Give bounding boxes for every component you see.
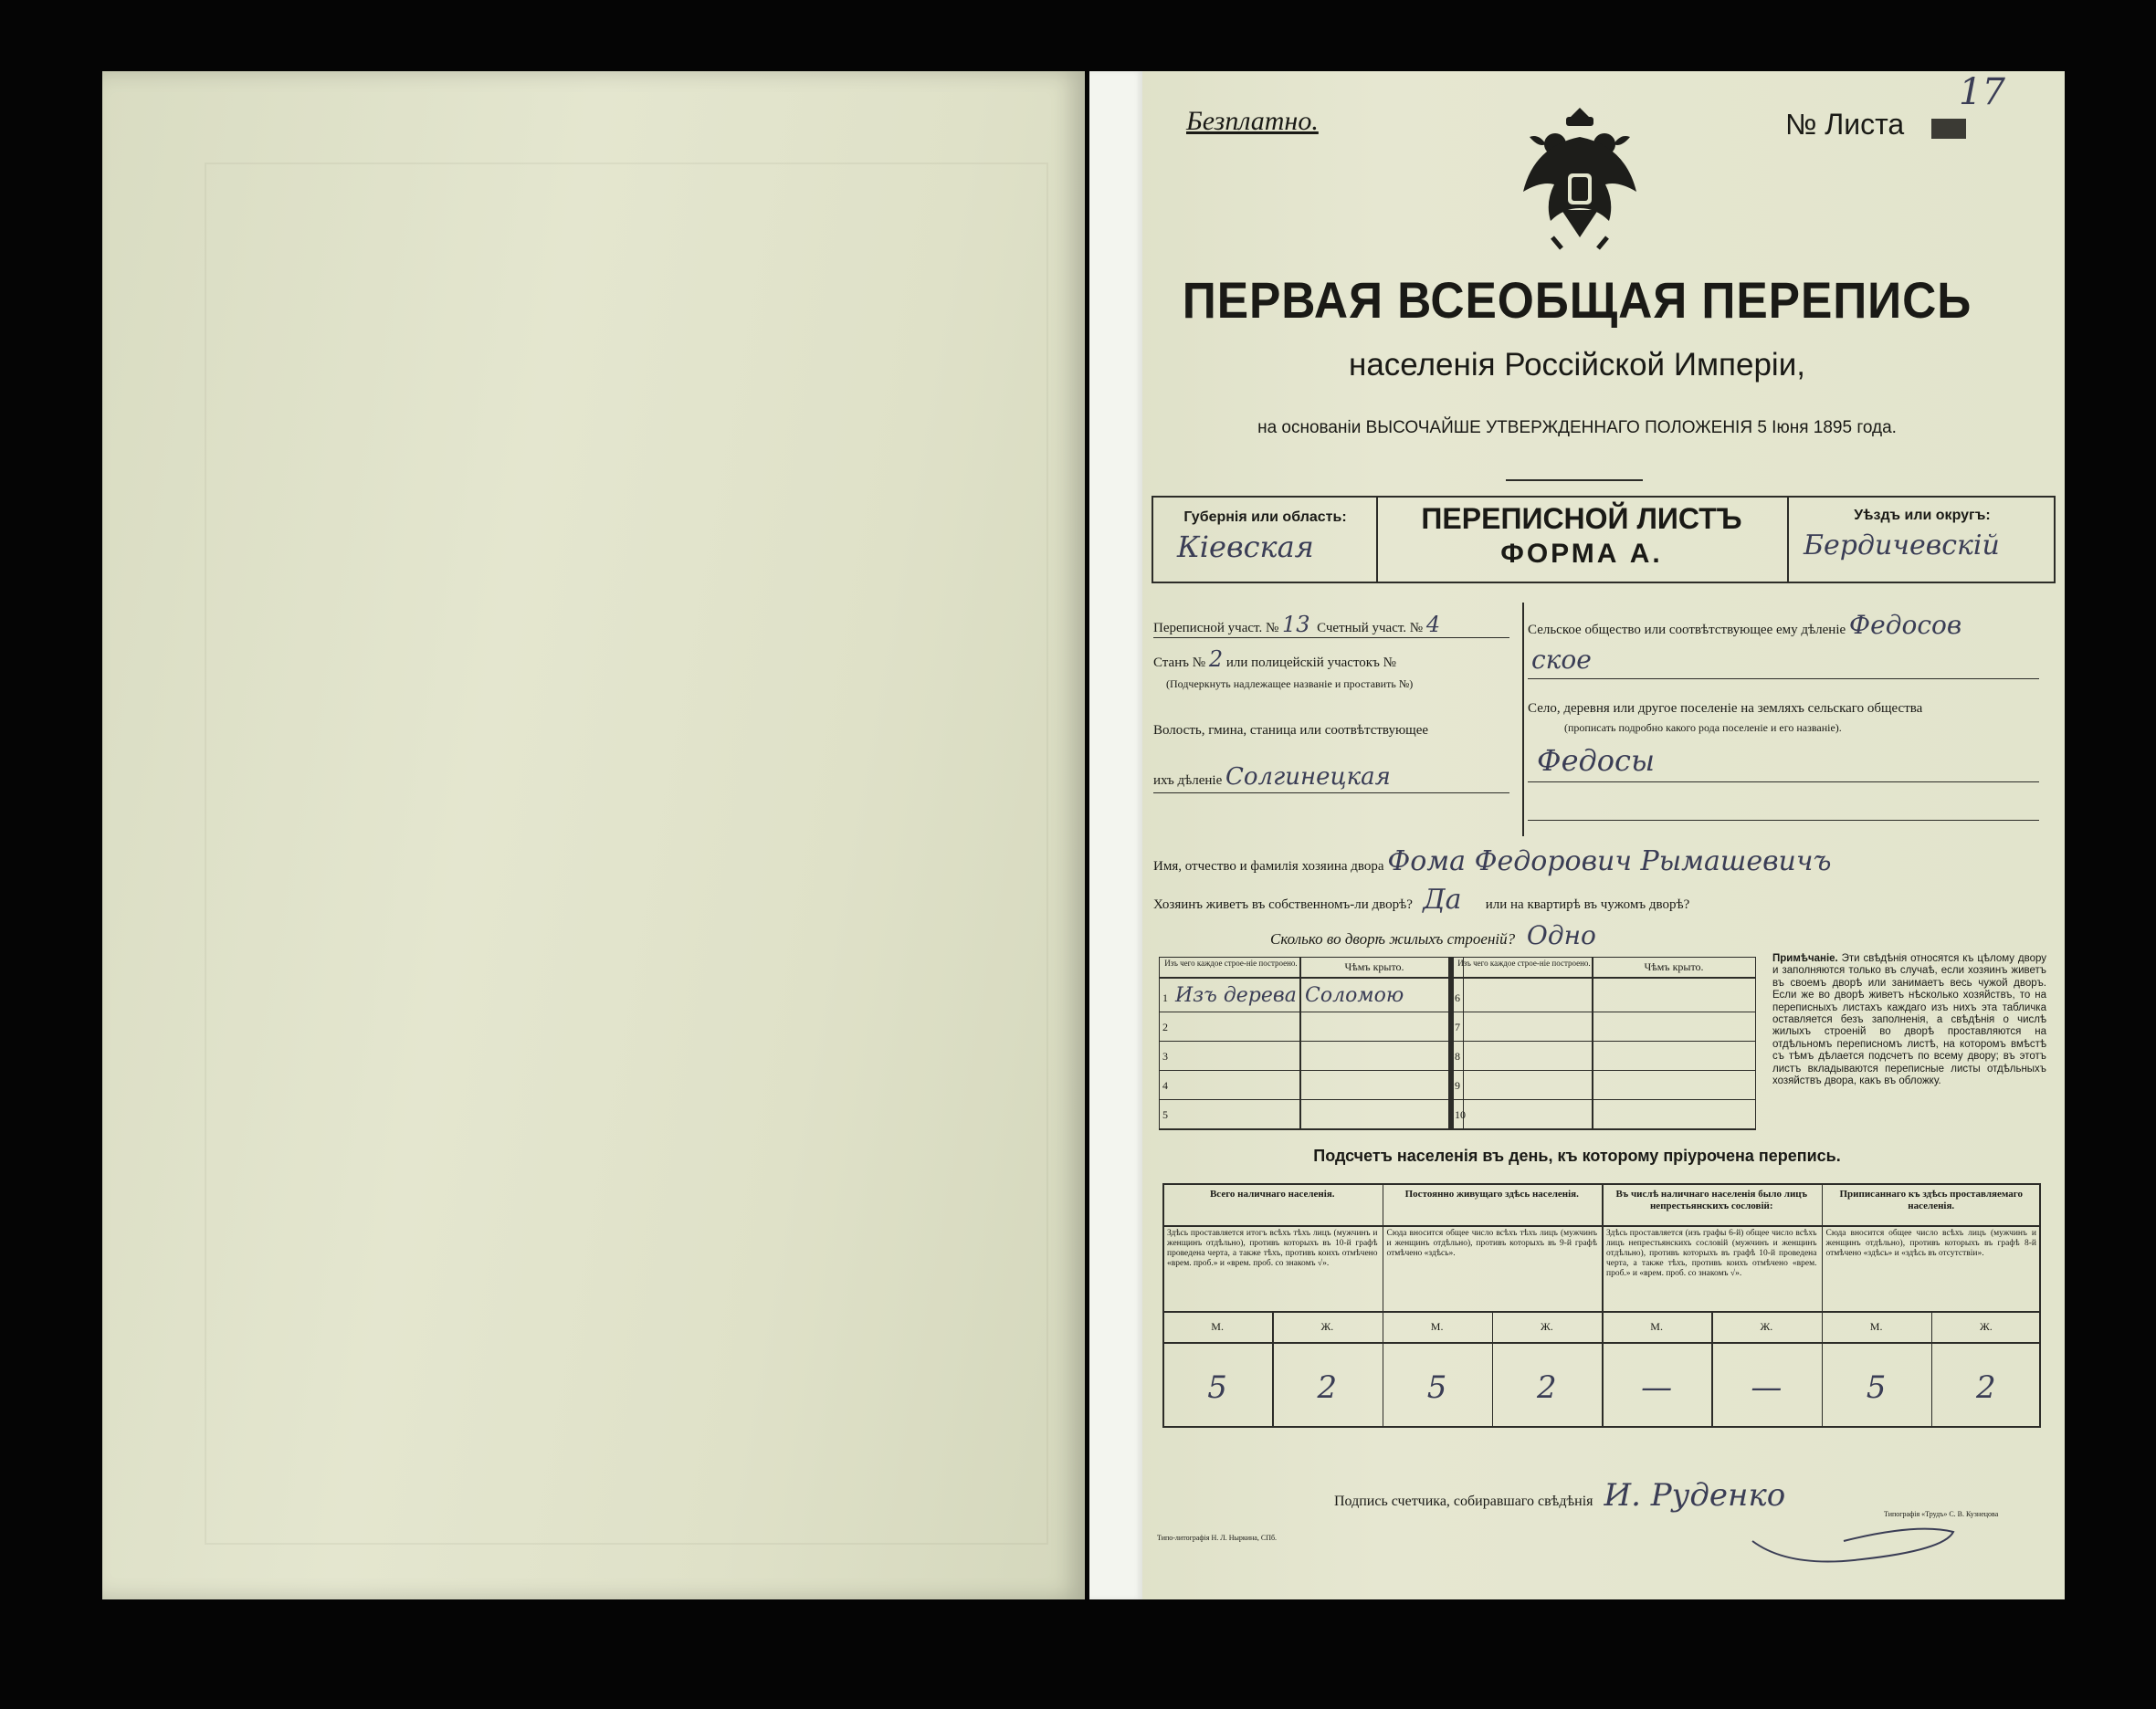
perepisnoi-value: 13 xyxy=(1282,612,1310,637)
buildings-table-row xyxy=(1451,1013,1756,1042)
selo-note: (прописать подробно какого рода поселеніе и его названіе). xyxy=(1564,721,1842,734)
row-number: 10 xyxy=(1455,1108,1466,1121)
stan-field: Станъ № 2 или полицейскій участокъ № xyxy=(1153,646,1396,672)
form-title-line2: ФОРМА А. xyxy=(1500,539,1663,569)
signature-field: Подпись счетчика, собиравшаго свѣдѣнія И. Руденко xyxy=(1334,1477,1786,1514)
row-roof: Соломою xyxy=(1305,984,1404,1007)
obshchestvo-value-1: Федосов xyxy=(1848,610,1962,640)
row-number: 4 xyxy=(1162,1079,1168,1092)
buildings-table-row xyxy=(1451,1043,1756,1071)
uezd-label: Уѣздъ или округъ: xyxy=(1854,508,1991,523)
buildings-field: Сколько во дворѣ жилыхъ строеній? Одно xyxy=(1270,920,1596,950)
lives-field: Хозяинъ живетъ въ собственномъ-ли дворѣ? Да или на квартирѣ въ чужомъ дворѣ? xyxy=(1153,884,1690,916)
buildings-col-roof: Чѣмъ крыто. xyxy=(1344,960,1404,973)
summary-group-desc: Сюда вносится общее число всѣхъ лицъ (мужчинъ и женщинъ отдѣльно), противъ которыхъ въ графѣ 8-й отмѣчено «здѣсь» и «здѣсь въ отсутствіи». xyxy=(1825,1229,2036,1258)
field-section-divider xyxy=(1522,603,1524,836)
bleed-through-frame xyxy=(205,163,1048,1545)
census-basis: на основаніи ВЫСОЧАЙШЕ УТВЕРЖДЕННАГО ПОЛОЖЕНІЯ 5 Іюня 1895 года. xyxy=(1257,418,1897,437)
left-page xyxy=(102,71,1085,1599)
summary-sex-label: Ж. xyxy=(1760,1320,1773,1333)
summary-sex-label: М. xyxy=(1650,1320,1663,1333)
owner-field: Имя, отчество и фамилія хозяина двора Фома Федорович Рымашевичъ xyxy=(1153,845,1832,877)
volost-label-1: Волость, гмина, станица или соотвѣтствующее xyxy=(1153,723,1429,738)
owner-value: Фома Федорович Рымашевичъ xyxy=(1387,845,1832,877)
obshchestvo-field: Сельское общество или соотвѣтствующее ему дѣленіе Федосов xyxy=(1528,610,1962,640)
form-title-line1: ПЕРЕПИСНОЙ ЛИСТЪ xyxy=(1421,502,1742,535)
census-form-page xyxy=(1089,71,2065,1599)
sheet-number-stamp xyxy=(1931,119,1966,139)
summary-sex-label: Ж. xyxy=(1540,1320,1553,1333)
summary-group-head: Постоянно живущаго здѣсь населенія. xyxy=(1404,1189,1579,1200)
volost-field: ихъ дѣленіе Солгинецкая xyxy=(1153,763,1391,791)
free-label: Безплатно. xyxy=(1186,106,1319,136)
selo-value: Федосы xyxy=(1537,743,1656,778)
gubernia-value: Кіевская xyxy=(1177,529,1314,564)
census-main-title: ПЕРВАЯ ВСЕОБЩАЯ ПЕРЕПИСЬ xyxy=(1182,271,1972,329)
footer-right: Типографія «Трудъ» С. В. Кузнецова xyxy=(1884,1510,1999,1518)
summary-title: Подсчетъ населенія въ день, къ которому пріурочена перепись. xyxy=(1313,1147,1841,1165)
signature-value: И. Руденко xyxy=(1604,1477,1786,1514)
volost-value: Солгинецкая xyxy=(1225,763,1391,791)
uezd-value: Бердичевскій xyxy=(1804,529,2000,561)
buildings-value: Одно xyxy=(1526,920,1596,950)
summary-value: 2 xyxy=(1976,1369,1996,1406)
buildings-table-row xyxy=(1159,1101,1464,1129)
buildings-table-row xyxy=(1159,1013,1464,1042)
buildings-table-row xyxy=(1451,1101,1756,1129)
summary-group-head: Въ числѣ наличнаго населенія было лицъ непрестьянскихъ сословій: xyxy=(1615,1189,1808,1211)
buildings-note xyxy=(1772,953,2046,1087)
double-headed-eagle-icon xyxy=(1511,100,1648,256)
row-number: 3 xyxy=(1162,1050,1168,1063)
stan-value: 2 xyxy=(1208,646,1224,672)
selo-label: Село, деревня или другое поселеніе на земляхъ сельскаго общества xyxy=(1528,701,1923,716)
sheet-number-label: № Листа xyxy=(1785,108,1905,141)
schetny-value: 4 xyxy=(1425,612,1441,637)
stan-note: (Подчеркнуть надлежащее названіе и проставить №) xyxy=(1166,677,1414,690)
footer-left: Типо-литографія Н. Л. Ныркина, СПб. xyxy=(1157,1534,1278,1542)
buildings-table-row xyxy=(1159,984,1464,1012)
summary-group-head: Приписаннаго къ здѣсь проставляемаго населенія. xyxy=(1839,1189,2023,1211)
buildings-table-row xyxy=(1451,1072,1756,1100)
summary-group-desc: Здѣсь проставляется итогъ всѣхъ тѣхъ лицъ (мужчинъ и женщинъ отдѣльно), противъ которыхъ въ 10-й графѣ проведена черта, а также тѣхъ, противъ коихъ отмѣчено «врем. проб.» и «врем. проб. со знакомъ √». xyxy=(1167,1229,1378,1268)
row-number: 8 xyxy=(1455,1050,1460,1063)
row-material: Изъ дерева xyxy=(1175,984,1297,1007)
summary-sex-label: Ж. xyxy=(1979,1320,1993,1333)
summary-group-desc: Сюда вносится общее число всѣхъ тѣхъ лицъ (мужчинъ и женщинъ отдѣльно), противъ которыхъ въ 9-й графѣ отмѣчено «здѣсь». xyxy=(1386,1229,1597,1258)
summary-value: 2 xyxy=(1317,1369,1338,1406)
ornament-divider xyxy=(1506,479,1643,481)
buildings-col-material: Изъ чего каждое строе-ніе построено. xyxy=(1164,959,1298,968)
buildings-table-row xyxy=(1451,984,1756,1012)
summary-value: 5 xyxy=(1866,1369,1887,1406)
row-number: 2 xyxy=(1162,1021,1168,1033)
gubernia-label: Губернія или область: xyxy=(1183,509,1347,525)
summary-sex-label: М. xyxy=(1211,1320,1224,1333)
summary-sex-label: М. xyxy=(1430,1320,1444,1333)
note-title: Примѣчаніе. xyxy=(1772,953,1838,964)
census-subtitle: населенія Россійской Имперіи, xyxy=(1349,347,1805,383)
summary-value: 5 xyxy=(1207,1369,1227,1406)
buildings-table-row xyxy=(1159,1072,1464,1100)
row-number: 6 xyxy=(1455,991,1460,1004)
summary-value: — xyxy=(1751,1369,1783,1406)
summary-value: 2 xyxy=(1537,1369,1557,1406)
summary-sex-label: М. xyxy=(1869,1320,1883,1333)
buildings-col-roof-2: Чѣмъ крыто. xyxy=(1644,960,1704,973)
row-number: 1 xyxy=(1162,991,1168,1004)
summary-sex-label: Ж. xyxy=(1320,1320,1334,1333)
sheet-corner-number: 17 xyxy=(1959,71,2005,113)
perepisnoi-field: Переписной участ. № 13 Счетный участ. № 4 xyxy=(1153,612,1441,637)
buildings-col-material-2: Изъ чего каждое строе-ніе построено. xyxy=(1457,959,1591,968)
summary-value: — xyxy=(1641,1369,1673,1406)
summary-group-desc: Здѣсь проставляется (изъ графы 6-й) общее число всѣхъ лицъ непрестьянскихъ сословій (мужчинъ и женщинъ отдѣльно), противъ которыхъ въ графѣ 10-й проведена черта, а также тѣхъ, противъ коихъ отмѣчено «врем. проб.» и «врем. проб. со знакомъ √». xyxy=(1606,1229,1817,1278)
obshchestvo-value-2: ское xyxy=(1531,645,1592,675)
row-number: 5 xyxy=(1162,1108,1168,1121)
lives-value: Да xyxy=(1423,884,1462,916)
note-text: Эти свѣдѣнія относятся къ цѣлому двору и заполняются только въ случаѣ, если хозяинъ живетъ въ своемъ дворѣ или занимаетъ весь чужой дворъ. Если же во дворѣ живетъ нѣсколько хозяйствъ, то на переписныхъ листахъ каждаго изъ нихъ эта табличка оставляется безъ заполненія, а свѣдѣнія о числѣ жилыхъ строеній во дворѣ проставляются на отдѣльномъ переписномъ листѣ, на которомъ вмѣстѣ съ тѣмъ дѣлается подсчетъ по всему двору; въ этотъ листъ вкладываются переписные листы отдѣльныхъ хозяйствъ двора, какъ въ обложку. xyxy=(1772,953,2046,1087)
summary-group-head: Всего наличнаго населенія. xyxy=(1209,1189,1335,1200)
summary-value: 5 xyxy=(1426,1369,1447,1406)
row-number: 9 xyxy=(1455,1079,1460,1092)
buildings-table-row xyxy=(1159,1043,1464,1071)
row-number: 7 xyxy=(1455,1021,1460,1033)
